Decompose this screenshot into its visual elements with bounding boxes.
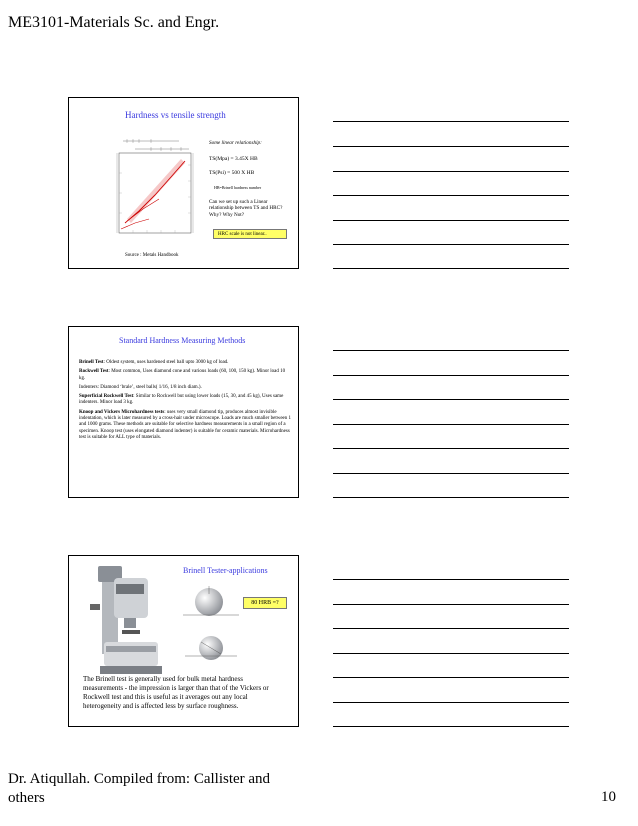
note-line [333, 628, 569, 629]
note-line [333, 497, 569, 498]
note-line [333, 121, 569, 122]
note-line [333, 399, 569, 400]
note-line [333, 473, 569, 474]
note-line [333, 448, 569, 449]
methods-list [79, 360, 291, 444]
note-line [333, 244, 569, 245]
method-paragraph-superficial: Superficial Rockwell Test: Similar to Rockwell but using lower loads (15, 30, and 45 kg), Uses same indenters. Minor load 3 kg. [79, 394, 284, 406]
hrb-question-callout: 80 HRB =? [243, 597, 287, 609]
linear-relationship-question: Can we set up such a Linear relationship between TS and HRC? Why? Why Not? [209, 199, 283, 218]
slide-brinell-applications [68, 555, 299, 727]
hb-definition-note: HB=Brinell hardness number [214, 185, 262, 190]
page-header-title: ME3101-Materials Sc. and Engr. [8, 14, 220, 31]
slide-title: Brinell Tester-applications [183, 566, 268, 575]
note-line [333, 350, 569, 351]
slide-title: Standard Hardness Measuring Methods [119, 336, 246, 345]
hrc-nonlinear-callout: HRC scale is not linear.. [213, 229, 287, 239]
note-line [333, 604, 569, 605]
hardness-tensile-chart-figure [99, 125, 207, 247]
note-line [333, 220, 569, 221]
brinell-tester-photo [84, 564, 164, 678]
method-paragraph-rockwell: Rockwell Test: Most common, Uses diamond cone and various loads (60, 100, 150 kg). Minor load 10 kg. [79, 369, 286, 381]
slide-title: Hardness vs tensile strength [125, 110, 226, 120]
page-number: 10 [601, 789, 616, 805]
brinell-description: The Brinell test is generally used for bulk metal hardness measurements - the impression is larger than that of the Vickers or Rockwell test and this is useful as it averages out any local heterogeneity and is affected less by surface roughness. [83, 675, 269, 710]
note-line [333, 726, 569, 727]
note-line [333, 146, 569, 147]
slide-hardness-vs-tensile [68, 97, 299, 269]
note-line [333, 677, 569, 678]
equation-mpa: TS(Mpa) = 3.45X HB [209, 156, 258, 162]
note-line [333, 268, 569, 269]
slide-hardness-methods [68, 326, 299, 498]
method-paragraph-microhardness: Knoop and Vickers Microhardness tests: uses very small diamond tip, produces almost invisible indentation, which is later measured by a cross-hair under microscope. Loads are much smaller between 1 and 1000 grams. These methods are suitable for selective hardness measurements in a small region of a specimen. Knoop test (uses elongated diamond indenter) is suitable for ceramic materials. Microhardness test is suitable for ALL type of materials. [79, 409, 292, 440]
method-paragraph-indenters: Indenters: Diamond ‘brale’, steel balls( 1/16, 1/8 inch diam.). [79, 384, 202, 390]
slide-source-note: Source : Metals Handbook [125, 253, 179, 258]
note-line [333, 195, 569, 196]
note-line [333, 579, 569, 580]
note-line [333, 424, 569, 425]
note-line [333, 171, 569, 172]
brinell-indentation-diagram [181, 582, 243, 688]
page-footer-credit: Dr. Atiqullah. Compiled from: Callister and others [8, 771, 271, 806]
equation-psi: TS(Psi) = 500 X HB [209, 170, 255, 176]
note-line [333, 702, 569, 703]
note-line [333, 653, 569, 654]
linear-relationship-heading: Some linear relationship: [209, 140, 262, 146]
note-line [333, 375, 569, 376]
method-paragraph-brinell: Brinell Test: Oldest system, uses hardened steel ball upto 3000 kg of load. [79, 360, 229, 365]
